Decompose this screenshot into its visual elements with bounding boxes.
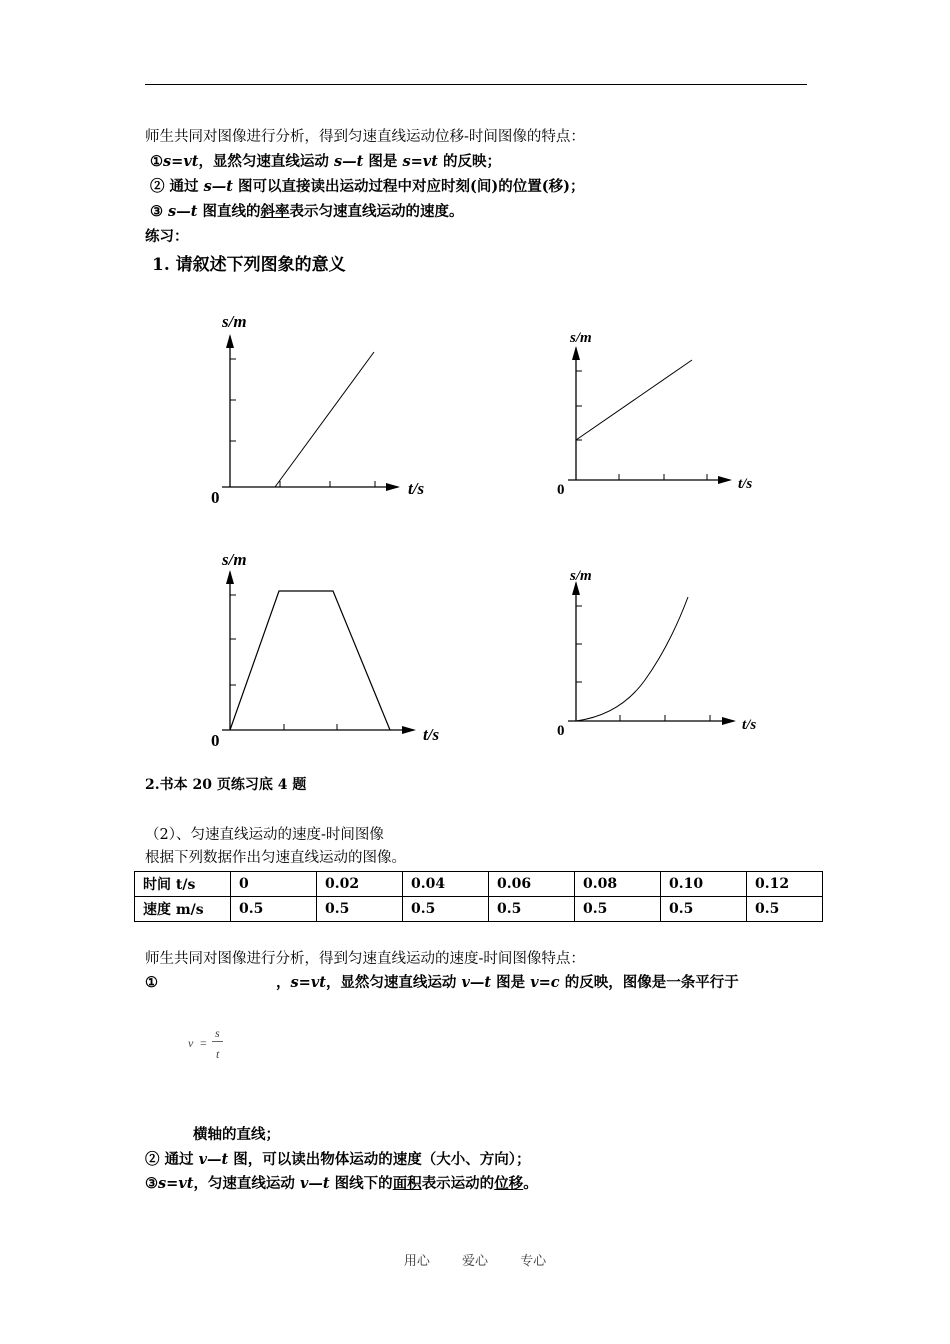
graph-b: [557, 330, 752, 498]
feature-2: ② 通过 s—t 图可以直接读出运动过程中对应时刻(间)的位置(移)；: [150, 178, 585, 195]
page-footer: [0, 1250, 950, 1269]
graph-c-x-label: t/s: [423, 725, 440, 744]
graph-c: [211, 550, 439, 750]
question-1: 1. 请叙述下列图象的意义: [152, 255, 346, 275]
graph-a-y-label: s/m: [222, 312, 247, 331]
table-cell: 0.10: [661, 872, 747, 897]
graph-b-origin: 0: [557, 482, 565, 498]
table-cell: 0.5: [403, 897, 489, 922]
intro-line: 师生共同对图像进行分析，得到匀速直线运动位移-时间图像的特点：: [145, 129, 585, 145]
practice-label: 练习：: [145, 228, 189, 245]
table-cell: 0.5: [661, 897, 747, 922]
feature-1: ①s=vt，显然匀速直线运动 s—t 图是 s=vt 的反映；: [150, 153, 501, 170]
graph-d-curve: [576, 597, 688, 721]
question-2: 2.书本 20 页练习底 4 题: [145, 777, 307, 793]
graph-b-line: [576, 360, 692, 440]
table-cell: 0.5: [489, 897, 575, 922]
section-2-instruction: 根据下列数据作出匀速直线运动的图像。: [145, 850, 406, 866]
table-cell: 0.02: [317, 872, 403, 897]
table-cell: 0.08: [575, 872, 661, 897]
graph-b-x-label: t/s: [738, 476, 753, 492]
graph-a-x-label: t/s: [408, 479, 425, 498]
graph-d-origin: 0: [557, 723, 565, 739]
graph-c-y-label: s/m: [222, 550, 247, 569]
footer-item: 专心: [520, 1254, 547, 1269]
graph-a: [211, 312, 424, 507]
table-cell: 0.5: [747, 897, 823, 922]
table-cell: 0.04: [403, 872, 489, 897]
graph-c-origin: 0: [211, 731, 220, 750]
table-row: [135, 872, 823, 897]
table-cell: 0.5: [231, 897, 317, 922]
table-row: [135, 897, 823, 922]
footer-item: 爱心: [461, 1254, 488, 1269]
table-cell: 0.06: [489, 872, 575, 897]
table-cell: 速度 m/s: [135, 897, 231, 922]
section-2-title: （2）、匀速直线运动的速度-时间图像: [145, 827, 384, 843]
graph-c-line: [230, 591, 390, 730]
table-cell: 0.12: [747, 872, 823, 897]
feature-3: ③ s—t 图直线的斜率表示匀速直线运动的速度。: [150, 203, 464, 220]
v-feature-3: ③s=vt，匀速直线运动 v—t 图线下的面积表示运动的位移。: [145, 1175, 538, 1192]
graph-d: [557, 568, 756, 739]
v-feature-1: ① ，s=vt，显然匀速直线运动 v—t 图是 v=c 的反映，图像是一条平行于: [145, 974, 739, 991]
graph-a-line: [275, 352, 374, 487]
table-cell: 0.5: [575, 897, 661, 922]
graph-d-x-label: t/s: [742, 717, 757, 733]
table-cell: 0.5: [317, 897, 403, 922]
velocity-time-table: [134, 871, 823, 922]
graph-b-y-label: s/m: [570, 330, 592, 346]
intro-line-2: 师生共同对图像进行分析，得到匀速直线运动的速度-时间图像特点：: [145, 951, 585, 967]
footer-item: 用心: [403, 1254, 430, 1269]
table-cell: 0: [231, 872, 317, 897]
graph-d-y-label: s/m: [570, 568, 592, 584]
graph-a-origin: 0: [211, 488, 220, 507]
v-feature-2: ② 通过 v—t 图，可以读出物体运动的速度（大小、方向）；: [145, 1151, 531, 1168]
table-cell: 时间 t/s: [135, 872, 231, 897]
v-feature-1-continued: 横轴的直线；: [193, 1126, 280, 1143]
